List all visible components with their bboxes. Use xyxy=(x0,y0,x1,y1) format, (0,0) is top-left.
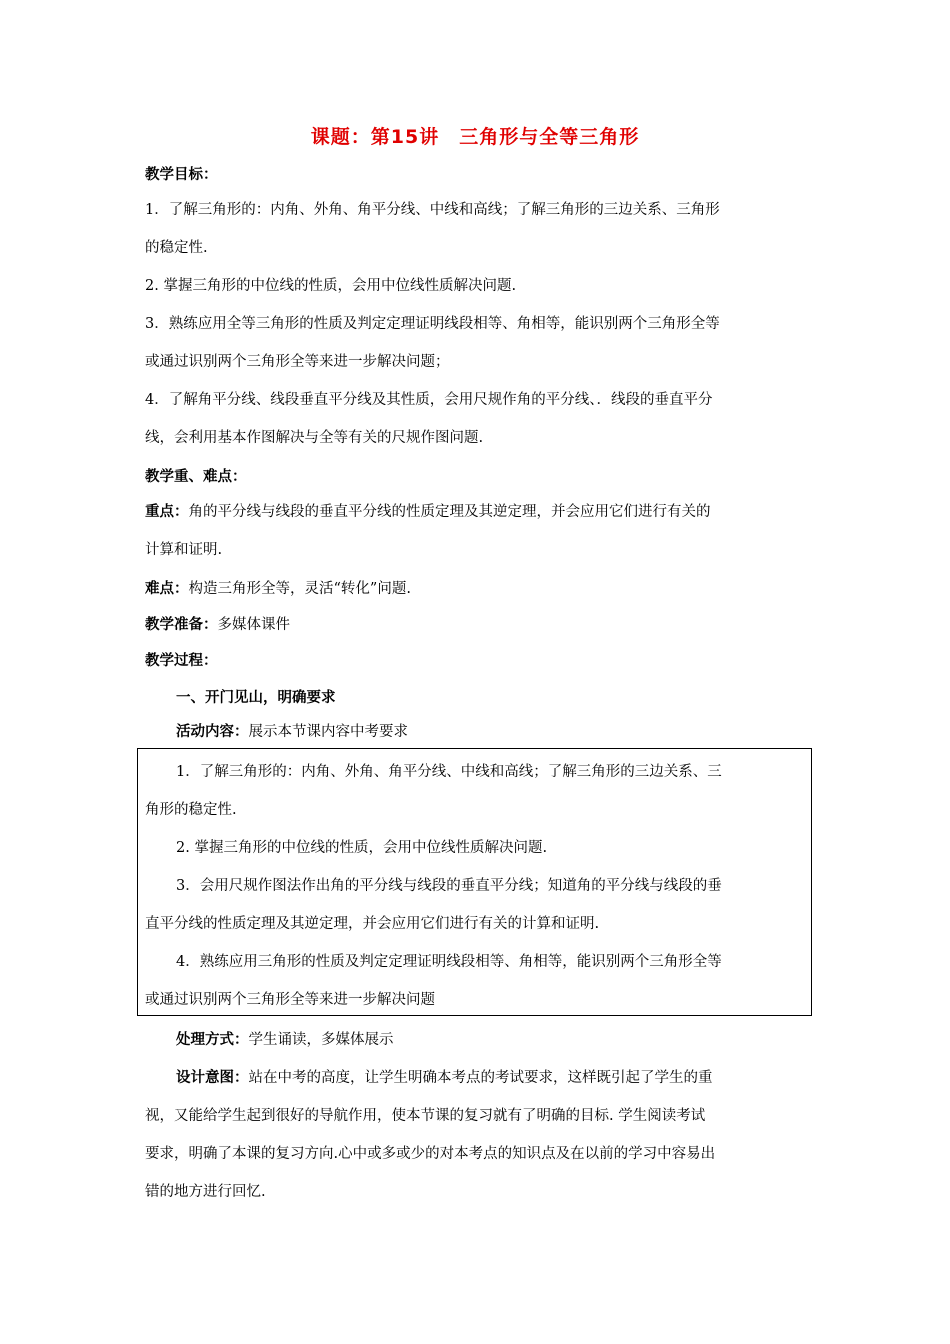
req-1-line-1: 1．了解三角形的：内角、外角、角平分线、中线和高线；了解三角形的三边关系、三 xyxy=(176,764,722,780)
handling-method xyxy=(176,1030,846,1050)
req-3-line-2: 直平分线的性质定理及其逆定理，并会应用它们进行有关的计算和证明. xyxy=(145,916,600,932)
design-line-2: 视，又能给学生起到很好的导航作用，使本节课的复习就有了明确的目标. 学生阅读考试 xyxy=(145,1108,706,1124)
req-4-line-1: 4．熟练应用三角形的性质及判定定理证明线段相等、角相等，能识别两个三角形全等 xyxy=(176,954,722,970)
key-point-line-1 xyxy=(145,502,815,522)
preparation-label: 教学准备： xyxy=(145,617,218,633)
goal-4-line-1: 4．了解角平分线、线段垂直平分线及其性质，会用尺规作角的平分线、．线段的垂直平分 xyxy=(145,392,713,408)
goal-3-line-2: 或通过识别两个三角形全等来进一步解决问题； xyxy=(145,354,450,370)
goal-1-line-2: 的稳定性. xyxy=(145,240,208,256)
difficult-point xyxy=(145,579,815,599)
section-1-heading: 一、开门见山，明确要求 xyxy=(176,690,336,706)
design-label: 设计意图： xyxy=(176,1070,249,1086)
key-point-text: 角的平分线与线段的垂直平分线的性质定理及其逆定理，并会应用它们进行有关的 xyxy=(188,504,711,520)
design-text: 站在中考的高度，让学生明确本考点的考试要求，这样既引起了学生的重 xyxy=(248,1070,713,1086)
goal-3-line-1: 3．熟练应用全等三角形的性质及判定定理证明线段相等、角相等，能识别两个三角形全等 xyxy=(145,316,720,332)
activity-label: 活动内容： xyxy=(176,724,249,740)
design-line-4: 错的地方进行回忆. xyxy=(145,1184,266,1200)
goal-2: 2. 掌握三角形的中位线的性质，会用中位线性质解决问题. xyxy=(145,278,517,294)
preparation-text: 多媒体课件 xyxy=(217,617,290,633)
req-4-line-2: 或通过识别两个三角形全等来进一步解决问题 xyxy=(145,992,435,1008)
difficult-point-text: 构造三角形全等，灵活“转化”问题. xyxy=(188,581,411,597)
goal-4-line-2: 线，会利用基本作图解决与全等有关的尺规作图问题. xyxy=(145,430,484,446)
activity-text: 展示本节课内容中考要求 xyxy=(248,724,408,740)
req-1-line-2: 角形的稳定性. xyxy=(145,802,237,818)
key-point-label: 重点： xyxy=(145,504,189,520)
difficult-point-label: 难点： xyxy=(145,581,189,597)
activity-content xyxy=(176,722,846,742)
goals-heading: 教学目标： xyxy=(145,167,218,183)
key-point-line-2: 计算和证明. xyxy=(145,542,223,558)
preparation xyxy=(145,615,815,635)
handling-text: 学生诵读，多媒体展示 xyxy=(248,1032,394,1048)
design-line-3: 要求，明确了本课的复习方向.心中或多或少的对本考点的知识点及在以前的学习中容易出 xyxy=(145,1146,716,1162)
req-2: 2. 掌握三角形的中位线的性质，会用中位线性质解决问题. xyxy=(176,840,548,856)
req-3-line-1: 3．会用尺规作图法作出角的平分线与线段的垂直平分线；知道角的平分线与线段的垂 xyxy=(176,878,722,894)
handling-label: 处理方式： xyxy=(176,1032,249,1048)
focus-heading: 教学重、难点： xyxy=(145,469,247,485)
goal-1-line-1: 1．了解三角形的：内角、外角、角平分线、中线和高线；了解三角形的三边关系、三角形 xyxy=(145,202,720,218)
requirements-box xyxy=(137,748,812,1016)
process-heading: 教学过程： xyxy=(145,653,218,669)
design-line-1 xyxy=(176,1068,816,1088)
lesson-title: 课题：第15讲 三角形与全等三角形 xyxy=(310,126,640,148)
